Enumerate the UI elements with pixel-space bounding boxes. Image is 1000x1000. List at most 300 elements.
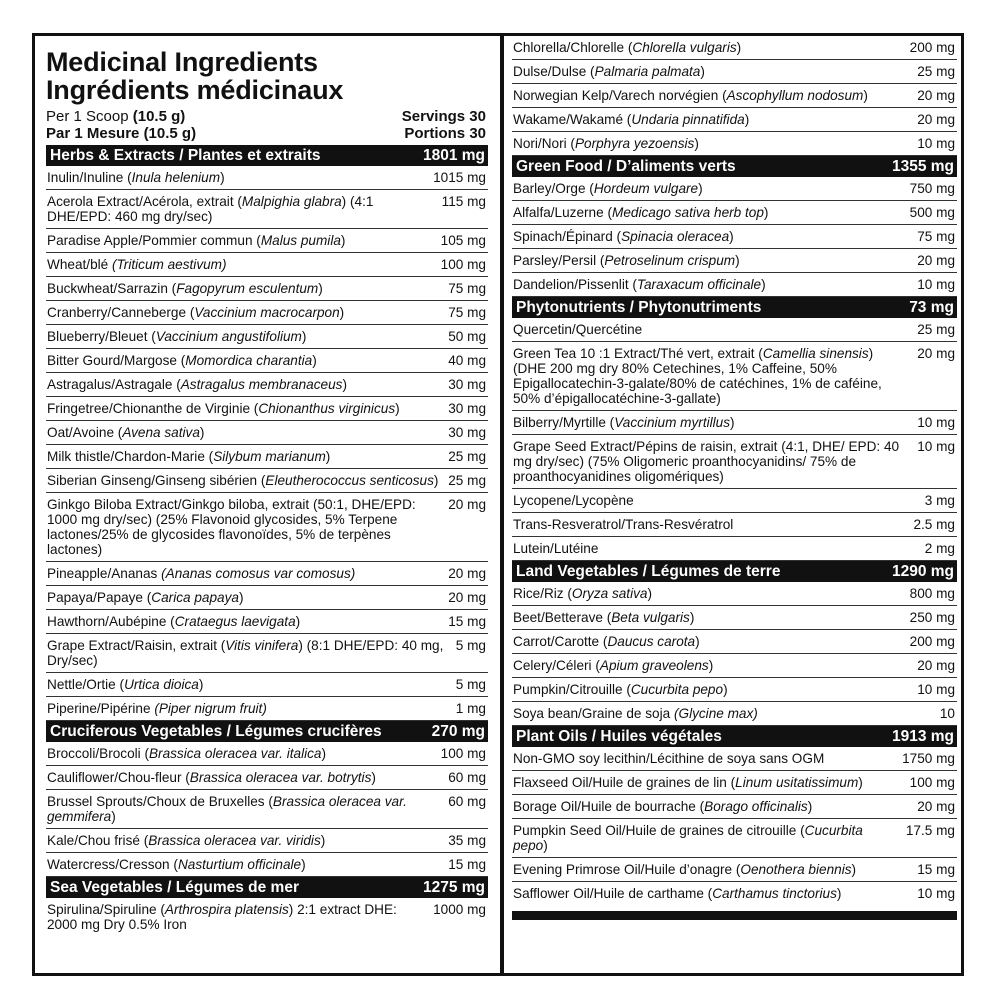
ingredient-common-name: Broccoli/Brocoli ( bbox=[47, 746, 149, 761]
ingredient-name bbox=[513, 658, 917, 673]
ingredient-latin-name: Palmaria palmata bbox=[594, 64, 701, 79]
ingredient-name bbox=[47, 857, 448, 872]
ingredient-row bbox=[46, 301, 488, 325]
ingredient-row bbox=[46, 397, 488, 421]
ingredient-amount: 30 mg bbox=[448, 377, 486, 392]
ingredient-details: ) bbox=[647, 586, 652, 601]
ingredient-latin-name: Brassica oleracea var. viridis bbox=[148, 833, 321, 848]
ingredient-row bbox=[512, 225, 957, 249]
ingredient-common-name: Grape Seed Extract/Pépins de raisin, extrait (4:1, DHE/ EPD: 40 mg dry/sec) (75% Oligomeric proanthocyanidins/ 75% de proanthocyanidines oligomériques) bbox=[513, 439, 900, 484]
ingredient-latin-name: Petroselinum crispum bbox=[604, 253, 736, 268]
ingredient-name bbox=[47, 425, 448, 440]
ingredient-latin-name: Nasturtium officinale bbox=[177, 857, 302, 872]
ingredient-latin-name: Inula helenium bbox=[131, 170, 221, 185]
ingredient-name bbox=[513, 706, 940, 721]
ingredient-amount: 1000 mg bbox=[433, 902, 486, 917]
ingredient-details: ) bbox=[863, 88, 868, 103]
ingredient-amount: 5 mg bbox=[455, 638, 486, 653]
ingredient-amount: 20 mg bbox=[917, 658, 955, 673]
ingredient-row bbox=[46, 766, 488, 790]
ingredient-latin-name: Vaccinium myrtillus bbox=[614, 415, 731, 430]
ingredient-name bbox=[47, 746, 441, 761]
ingredient-name bbox=[513, 541, 925, 556]
ingredient-details: ) bbox=[320, 833, 326, 848]
ingredient-latin-name: (Piper nigrum fruit) bbox=[154, 701, 267, 716]
ingredient-details: ) bbox=[730, 415, 735, 430]
ingredient-amount: 50 mg bbox=[448, 329, 486, 344]
ingredient-row bbox=[512, 177, 957, 201]
ingredient-amount: 20 mg bbox=[917, 799, 955, 814]
ingredient-row bbox=[512, 654, 957, 678]
ingredient-name bbox=[513, 493, 925, 508]
ingredient-row bbox=[46, 853, 488, 877]
ingredient-latin-name: Camellia sinensis bbox=[762, 346, 869, 361]
ingredient-latin-name: Undaria pinnatifida bbox=[631, 112, 745, 127]
ingredient-details: ) bbox=[301, 857, 306, 872]
ingredient-common-name: Piperine/Pipérine bbox=[47, 701, 155, 716]
ingredient-latin-name: (Ananas comosus var comosus) bbox=[161, 566, 356, 581]
section-total: 1355 mg bbox=[891, 158, 954, 175]
ingredient-latin-name: Carica papaya bbox=[151, 590, 239, 605]
ingredient-name bbox=[513, 610, 910, 625]
ingredient-latin-name: Malus pumila bbox=[260, 233, 341, 248]
ingredient-row bbox=[512, 795, 957, 819]
ingredient-details: ) bbox=[744, 112, 750, 127]
ingredient-amount: 100 mg bbox=[909, 775, 955, 790]
ingredient-row bbox=[46, 673, 488, 697]
ingredient-common-name: Wakame/Wakamé ( bbox=[513, 112, 632, 127]
ingredient-amount: 25 mg bbox=[448, 473, 486, 488]
ingredient-amount: 20 mg bbox=[917, 346, 955, 361]
section-header bbox=[512, 726, 957, 747]
ingredient-latin-name: Medicago sativa herb top bbox=[612, 205, 764, 220]
ingredient-name bbox=[47, 794, 448, 824]
ingredient-row bbox=[512, 582, 957, 606]
ingredient-details: ) bbox=[695, 634, 700, 649]
ingredient-common-name: Quercetin/Quercétine bbox=[513, 322, 643, 337]
ingredient-amount: 1750 mg bbox=[902, 751, 955, 766]
ingredient-name bbox=[513, 346, 917, 406]
ingredient-name bbox=[513, 40, 910, 55]
ingredient-row bbox=[512, 435, 957, 489]
section-header bbox=[46, 877, 488, 898]
per-measure-amount: (10.5 g) bbox=[143, 125, 197, 142]
ingredient-common-name: Carrot/Carotte ( bbox=[513, 634, 608, 649]
ingredient-details: ) bbox=[199, 425, 205, 440]
ingredient-latin-name: Carthamus tinctorius bbox=[712, 886, 837, 901]
servings-count-french: Portions 30 bbox=[404, 125, 486, 142]
serving-info bbox=[46, 108, 488, 145]
ingredient-row bbox=[46, 325, 488, 349]
ingredient-details: ) bbox=[694, 136, 699, 151]
label-header bbox=[46, 36, 488, 145]
ingredient-row bbox=[512, 108, 957, 132]
ingredient-latin-name: Oryza sativa bbox=[571, 586, 648, 601]
ingredient-amount: 20 mg bbox=[917, 253, 955, 268]
ingredient-common-name: Soya bean/Graine de soja bbox=[513, 706, 674, 721]
ingredient-latin-name: Crataegus laevigata bbox=[174, 614, 296, 629]
ingredient-common-name: Watercress/Cresson ( bbox=[47, 857, 178, 872]
ingredient-amount: 40 mg bbox=[448, 353, 486, 368]
ingredient-amount: 800 mg bbox=[909, 586, 955, 601]
ingredient-amount: 60 mg bbox=[448, 770, 486, 785]
ingredient-details: ) bbox=[723, 682, 728, 697]
per-scoop-label: Per 1 Scoop bbox=[46, 108, 129, 125]
ingredient-row bbox=[46, 562, 488, 586]
ingredient-name bbox=[513, 322, 917, 337]
ingredient-row bbox=[46, 829, 488, 853]
title-french: Ingrédients médicinaux bbox=[46, 75, 344, 105]
ingredient-name bbox=[47, 833, 448, 848]
ingredient-name bbox=[47, 701, 456, 716]
ingredient-amount: 20 mg bbox=[448, 590, 486, 605]
section-title: Cruciferous Vegetables / Légumes crucifères bbox=[50, 723, 382, 740]
ingredient-common-name: Milk thistle/Chardon-Marie ( bbox=[47, 449, 214, 464]
ingredient-details: ) bbox=[763, 205, 769, 220]
ingredient-name bbox=[47, 305, 448, 320]
ingredient-name bbox=[513, 439, 917, 484]
ingredient-latin-name: Brassica oleracea var. italica bbox=[148, 746, 322, 761]
ingredient-details: ) (4:1 DHE/EPD: 460 mg dry/sec) bbox=[47, 194, 374, 224]
ingredient-name bbox=[513, 277, 917, 292]
ingredient-details: ) bbox=[339, 305, 345, 320]
ingredient-name bbox=[47, 257, 441, 272]
ingredient-name bbox=[513, 775, 910, 790]
ingredient-details: ) bbox=[736, 40, 742, 55]
ingredient-row bbox=[512, 513, 957, 537]
ingredient-common-name: Ginkgo Biloba Extract/Ginkgo biloba, extrait (50:1, DHE/EPD: 1000 mg dry/sec) (25% Flavonoid glycosides, 5% Terpene lactones/25% de glycosides flavonoïdes, 5% de terpènes lactones) bbox=[47, 497, 416, 557]
section-title: Land Vegetables / Légumes de terre bbox=[516, 563, 781, 580]
ingredient-row bbox=[46, 277, 488, 301]
column-divider bbox=[500, 36, 504, 973]
ingredient-common-name: Beet/Betterave ( bbox=[513, 610, 612, 625]
ingredient-common-name: Dandelion/Pissenlit ( bbox=[513, 277, 637, 292]
ingredient-amount: 20 mg bbox=[448, 497, 486, 512]
ingredient-row bbox=[46, 634, 488, 673]
ingredient-common-name: Siberian Ginseng/Ginseng sibérien ( bbox=[47, 473, 266, 488]
ingredient-name bbox=[513, 586, 910, 601]
ingredient-details: ) bbox=[340, 233, 346, 248]
ingredient-latin-name: Fagopyrum esculentum bbox=[176, 281, 319, 296]
ingredient-latin-name: Apium graveolens bbox=[599, 658, 709, 673]
ingredient-name bbox=[47, 449, 448, 464]
ingredient-details: ) bbox=[689, 610, 695, 625]
ingredient-row bbox=[512, 132, 957, 156]
ingredient-row bbox=[512, 702, 957, 726]
ingredient-amount: 750 mg bbox=[909, 181, 955, 196]
ingredient-name bbox=[47, 401, 448, 416]
ingredient-common-name: Grape Extract/Raisin, extrait ( bbox=[47, 638, 226, 653]
ingredient-common-name: Lutein/Lutéine bbox=[513, 541, 599, 556]
ingredient-latin-name: Urtica dioica bbox=[124, 677, 199, 692]
ingredient-latin-name: Chionanthus virginicus bbox=[258, 401, 396, 416]
ingredient-amount: 10 mg bbox=[917, 682, 955, 697]
ingredient-row bbox=[46, 493, 488, 562]
ingredient-name bbox=[47, 170, 433, 185]
ingredient-name bbox=[513, 253, 917, 268]
ingredient-common-name: Alfalfa/Luzerne ( bbox=[513, 205, 612, 220]
ingredient-row bbox=[512, 60, 957, 84]
ingredient-latin-name: Vaccinium angustifolium bbox=[155, 329, 302, 344]
ingredient-common-name: Bilberry/Myrtille ( bbox=[513, 415, 615, 430]
ingredient-row bbox=[512, 819, 957, 858]
ingredient-latin-name: Borago officinalis bbox=[704, 799, 808, 814]
per-measure-label: Par 1 Mesure bbox=[46, 125, 140, 142]
per-scoop-amount: (10.5 g) bbox=[132, 108, 186, 125]
ingredient-common-name: Spinach/Épinard ( bbox=[513, 229, 622, 244]
ingredient-amount: 10 mg bbox=[917, 277, 955, 292]
ingredient-common-name: Spirulina/Spiruline ( bbox=[47, 902, 165, 917]
ingredient-details: ) bbox=[312, 353, 317, 368]
ingredient-common-name: Pumpkin Seed Oil/Huile de graines de citrouille ( bbox=[513, 823, 805, 838]
ingredient-name bbox=[513, 88, 917, 103]
ingredient-details: ) 2:1 extract DHE: 2000 mg Dry 0.5% Iron bbox=[47, 902, 397, 932]
ingredient-name bbox=[47, 377, 448, 392]
ingredient-amount: 2.5 mg bbox=[913, 517, 955, 532]
ingredient-row bbox=[46, 742, 488, 766]
ingredient-name bbox=[47, 194, 442, 224]
ingredient-details: ) (8:1 DHE/EPD: 40 mg, Dry/sec) bbox=[47, 638, 444, 668]
ingredient-details: ) bbox=[543, 838, 548, 853]
ingredient-common-name: Astragalus/Astragale ( bbox=[47, 377, 181, 392]
ingredient-common-name: Borage Oil/Huile de bourrache ( bbox=[513, 799, 705, 814]
section-title: Plant Oils / Huiles végétales bbox=[516, 728, 722, 745]
ingredient-latin-name: Eleutherococcus senticosus bbox=[265, 473, 434, 488]
ingredient-common-name: Fringetree/Chionanthe de Virginie ( bbox=[47, 401, 259, 416]
ingredient-amount: 25 mg bbox=[917, 322, 955, 337]
ingredient-details: ) bbox=[858, 775, 863, 790]
ingredient-row bbox=[512, 36, 957, 60]
ingredient-amount: 35 mg bbox=[448, 833, 486, 848]
ingredient-amount: 10 mg bbox=[917, 886, 955, 901]
ingredient-name bbox=[513, 205, 910, 220]
ingredient-row bbox=[46, 190, 488, 229]
ingredient-row bbox=[46, 445, 488, 469]
ingredient-row bbox=[512, 318, 957, 342]
ingredient-row bbox=[46, 253, 488, 277]
ingredient-details: ) bbox=[735, 253, 740, 268]
left-ingredient-list bbox=[46, 145, 488, 936]
serving-row-english bbox=[46, 108, 488, 125]
ingredient-details: ) bbox=[836, 886, 842, 901]
section-header bbox=[46, 145, 488, 166]
ingredient-row bbox=[46, 421, 488, 445]
ingredient-amount: 105 mg bbox=[440, 233, 486, 248]
ingredient-row bbox=[512, 630, 957, 654]
ingredient-common-name: Safflower Oil/Huile de carthame ( bbox=[513, 886, 713, 901]
ingredient-details: ) bbox=[342, 377, 347, 392]
ingredient-row bbox=[46, 469, 488, 493]
ingredient-latin-name: Avena sativa bbox=[122, 425, 200, 440]
ingredient-row bbox=[512, 201, 957, 225]
ingredient-name bbox=[47, 638, 456, 668]
ingredient-row bbox=[512, 606, 957, 630]
ingredient-row bbox=[512, 489, 957, 513]
ingredient-common-name: Oat/Avoine ( bbox=[47, 425, 123, 440]
ingredient-name bbox=[513, 181, 910, 196]
ingredient-latin-name: Porphyra yezoensis bbox=[574, 136, 695, 151]
ingredient-amount: 2 mg bbox=[924, 541, 955, 556]
ingredient-latin-name: (Glycine max) bbox=[673, 706, 758, 721]
ingredient-common-name: Buckwheat/Sarrazin ( bbox=[47, 281, 177, 296]
ingredient-details: ) bbox=[851, 862, 857, 877]
ingredient-details: ) bbox=[700, 64, 705, 79]
ingredient-details: ) bbox=[301, 329, 307, 344]
ingredient-amount: 15 mg bbox=[917, 862, 955, 877]
ingredient-latin-name: Taraxacum officinale bbox=[636, 277, 762, 292]
section-title: Herbs & Extracts / Plantes et extraits bbox=[50, 147, 321, 164]
ingredient-row bbox=[512, 342, 957, 411]
ingredient-common-name: Trans-Resveratrol/Trans-Resvératrol bbox=[513, 517, 734, 532]
ingredient-name bbox=[47, 590, 448, 605]
ingredient-name bbox=[513, 136, 917, 151]
section-title: Phytonutrients / Phytonutriments bbox=[516, 299, 762, 316]
ingredient-amount: 500 mg bbox=[909, 205, 955, 220]
right-column bbox=[512, 36, 957, 920]
ingredient-amount: 75 mg bbox=[448, 281, 486, 296]
ingredient-amount: 5 mg bbox=[455, 677, 486, 692]
ingredient-latin-name: Vitis vinifera bbox=[225, 638, 299, 653]
ingredient-amount: 20 mg bbox=[917, 112, 955, 127]
ingredient-common-name: Acerola Extract/Acérola, extrait ( bbox=[47, 194, 242, 209]
ingredient-row bbox=[512, 771, 957, 795]
ingredient-common-name: Paradise Apple/Pommier commun ( bbox=[47, 233, 261, 248]
ingredient-amount: 60 mg bbox=[448, 794, 486, 809]
section-total: 73 mg bbox=[909, 299, 954, 316]
ingredient-latin-name: Astragalus membranaceus bbox=[180, 377, 343, 392]
ingredient-latin-name: Silybum marianum bbox=[213, 449, 326, 464]
ingredient-name bbox=[47, 614, 448, 629]
ingredient-name bbox=[513, 751, 902, 766]
ingredient-name bbox=[47, 329, 448, 344]
ingredient-row bbox=[512, 273, 957, 297]
ingredient-name bbox=[47, 902, 433, 932]
ingredient-amount: 10 mg bbox=[917, 136, 955, 151]
ingredient-name bbox=[47, 566, 448, 581]
ingredient-common-name: Pineapple/Ananas bbox=[47, 566, 162, 581]
ingredient-amount: 115 mg bbox=[441, 194, 486, 209]
ingredient-common-name: Pumpkin/Citrouille ( bbox=[513, 682, 631, 697]
ingredient-amount: 15 mg bbox=[448, 857, 486, 872]
ingredient-common-name: Evening Primrose Oil/Huile d’onagre ( bbox=[513, 862, 741, 877]
ingredient-row bbox=[512, 411, 957, 435]
ingredient-name bbox=[513, 682, 917, 697]
ingredient-name bbox=[513, 634, 910, 649]
ingredient-amount: 25 mg bbox=[917, 64, 955, 79]
ingredient-name bbox=[513, 112, 917, 127]
ingredient-row bbox=[512, 84, 957, 108]
ingredient-row bbox=[46, 697, 488, 721]
ingredient-name bbox=[47, 473, 448, 488]
ingredient-common-name: Nori/Nori ( bbox=[513, 136, 575, 151]
ingredient-name bbox=[47, 677, 456, 692]
ingredient-latin-name: Brassica oleracea var. botrytis bbox=[189, 770, 372, 785]
ingredient-row bbox=[46, 166, 488, 190]
ingredient-amount: 1015 mg bbox=[433, 170, 486, 185]
section-title: Sea Vegetables / Légumes de mer bbox=[50, 879, 299, 896]
ingredient-common-name: Wheat/blé bbox=[47, 257, 112, 272]
ingredient-name bbox=[47, 233, 441, 248]
ingredient-row bbox=[46, 898, 488, 936]
ingredient-amount: 30 mg bbox=[448, 425, 486, 440]
ingredient-common-name: Norwegian Kelp/Varech norvégien ( bbox=[513, 88, 727, 103]
ingredient-row bbox=[46, 349, 488, 373]
section-title: Green Food / D’aliments verts bbox=[516, 158, 736, 175]
ingredient-row bbox=[46, 373, 488, 397]
ingredient-common-name: Lycopene/Lycopène bbox=[513, 493, 634, 508]
ingredient-amount: 250 mg bbox=[909, 610, 955, 625]
ingredient-row bbox=[512, 858, 957, 882]
ingredient-common-name: Nettle/Ortie ( bbox=[47, 677, 125, 692]
ingredient-latin-name: Beta vulgaris bbox=[611, 610, 690, 625]
ingredient-amount: 30 mg bbox=[448, 401, 486, 416]
serving-row-french bbox=[46, 125, 488, 142]
ingredient-amount: 100 mg bbox=[440, 746, 486, 761]
ingredient-common-name: Cauliflower/Chou-fleur ( bbox=[47, 770, 190, 785]
ingredient-amount: 15 mg bbox=[448, 614, 486, 629]
section-total: 1290 mg bbox=[891, 563, 954, 580]
ingredient-latin-name: (Triticum aestivum) bbox=[111, 257, 227, 272]
ingredient-name bbox=[513, 823, 906, 853]
ingredient-common-name: Green Tea 10 :1 Extract/Thé vert, extrait ( bbox=[513, 346, 763, 361]
ingredient-latin-name: Arthrospira platensis bbox=[164, 902, 289, 917]
ingredient-row bbox=[46, 610, 488, 634]
section-header bbox=[512, 156, 957, 177]
ingredient-latin-name: Chlorella vulgaris bbox=[632, 40, 737, 55]
ingredient-details: ) bbox=[325, 449, 331, 464]
ingredient-row bbox=[512, 678, 957, 702]
ingredient-details: ) (DHE 200 mg dry 80% Cetechines, 1% Caffeine, 50% Epigallocatechin-3-galate/80% de catéchines, 1% de caféine, 50% d’épigallocatéchine-3-gallate) bbox=[513, 346, 882, 406]
ingredient-common-name: Papaya/Papaye ( bbox=[47, 590, 152, 605]
ingredient-latin-name: Malpighia glabra bbox=[241, 194, 342, 209]
ingredient-row bbox=[46, 586, 488, 610]
title-english: Medicinal Ingredients bbox=[46, 47, 318, 77]
ingredient-name bbox=[513, 229, 917, 244]
ingredient-latin-name: Oenothera biennis bbox=[740, 862, 852, 877]
ingredient-amount: 75 mg bbox=[448, 305, 486, 320]
right-ingredient-list bbox=[512, 36, 957, 905]
section-header bbox=[512, 297, 957, 318]
ingredient-details: ) bbox=[729, 229, 734, 244]
ingredient-latin-name: Ascophyllum nodosum bbox=[726, 88, 864, 103]
ingredient-name bbox=[513, 862, 917, 877]
ingredient-latin-name: Linum usitatissimum bbox=[735, 775, 859, 790]
ingredient-details: ) bbox=[698, 181, 703, 196]
ingredient-common-name: Celery/Céleri ( bbox=[513, 658, 600, 673]
ingredient-common-name: Bitter Gourd/Margose ( bbox=[47, 353, 186, 368]
ingredient-common-name: Blueberry/Bleuet ( bbox=[47, 329, 156, 344]
ingredient-latin-name: Cucurbita pepo bbox=[513, 823, 863, 853]
ingredient-amount: 25 mg bbox=[448, 449, 486, 464]
section-total: 1275 mg bbox=[422, 879, 485, 896]
ingredient-amount: 100 mg bbox=[440, 257, 486, 272]
servings-count-english: Servings 30 bbox=[401, 108, 486, 125]
ingredient-amount: 10 bbox=[939, 706, 955, 721]
ingredient-common-name: Cranberry/Canneberge ( bbox=[47, 305, 195, 320]
ingredient-common-name: Dulse/Dulse ( bbox=[513, 64, 595, 79]
ingredient-name bbox=[513, 886, 917, 901]
ingredient-details: ) bbox=[295, 614, 301, 629]
ingredient-common-name: Rice/Riz ( bbox=[513, 586, 572, 601]
ingredient-common-name: Brussel Sprouts/Choux de Bruxelles ( bbox=[47, 794, 273, 809]
ingredient-name bbox=[47, 353, 448, 368]
supplement-facts-label bbox=[32, 33, 964, 976]
section-header bbox=[512, 561, 957, 582]
ingredient-latin-name: Spinacia oleracea bbox=[621, 229, 730, 244]
ingredient-row bbox=[512, 882, 957, 905]
section-total: 270 mg bbox=[431, 723, 485, 740]
ingredient-details: ) bbox=[371, 770, 376, 785]
